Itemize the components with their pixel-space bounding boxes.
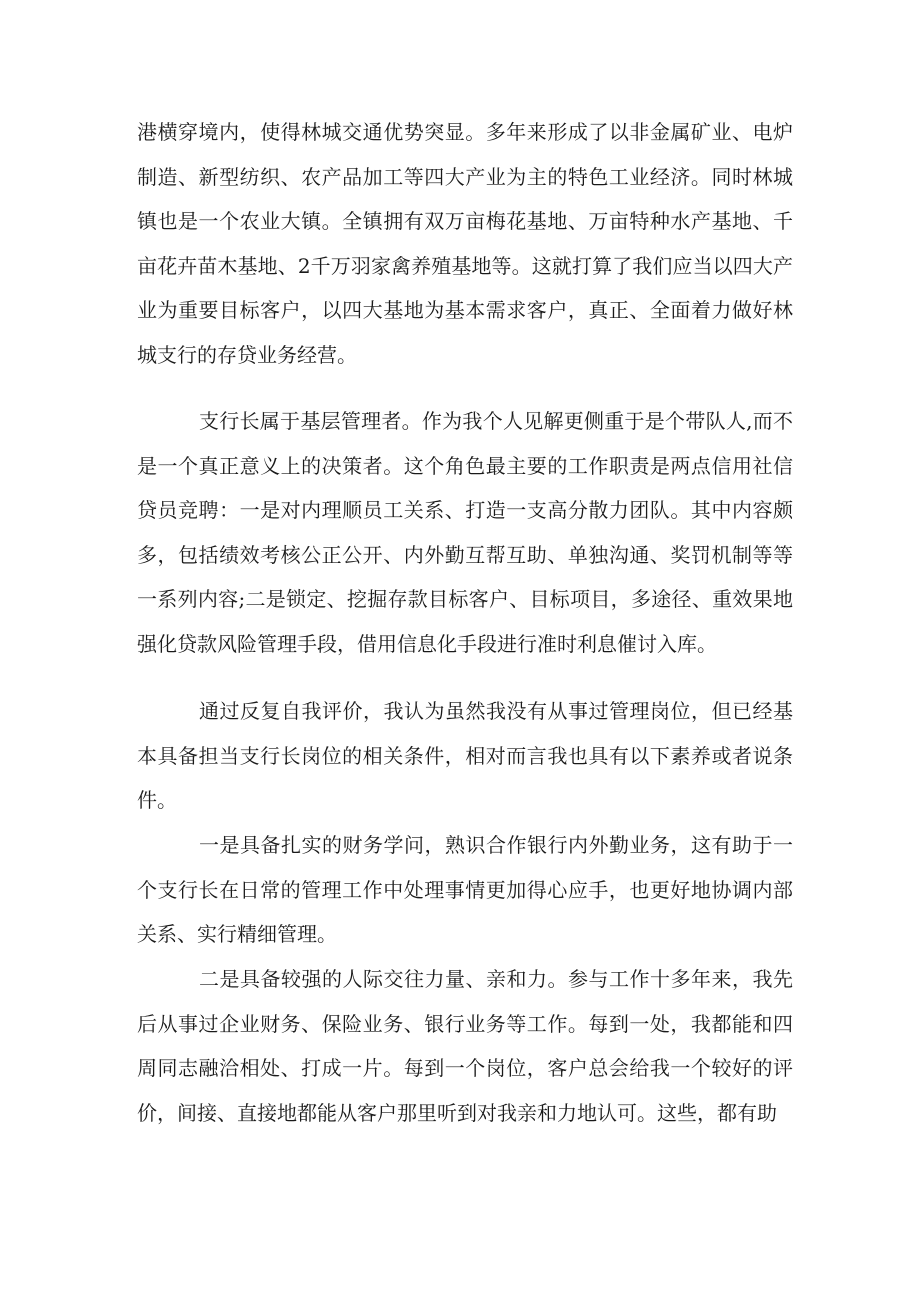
paragraph-text: 港横穿境内，使得林城交通优势突显。多年来形成了以非金属矿业、电炉制造、新型纺织、农产品加工等四大产业为主的特色工业经济。同时林城镇也是一个农业大镇。全镇拥有双万亩梅花基地、万亩特种水产基地、千亩花卉苗木基地、2千万羽家禽养殖基地等。这就打算了我们应当以四大产业为重要目标客户，以四大基地为基本需求客户，真正、全面着力做好林城支行的存贷业务经营。 <box>137 120 793 367</box>
paragraph-text: 二是具备较强的人际交往力量、亲和力。参与工作十多年来，我先后从事过企业财务、保险业务、银行业务等工作。每到一处，我都能和四周同志融洽相处、打成一片。每到一个岗位，客户总会给我一个较好的评价，间接、直接地都能从客户那里听到对我亲和力地认可。这些，都有助 <box>137 967 793 1125</box>
paragraph-point-two <box>137 957 793 1135</box>
paragraph-point-one <box>137 823 793 957</box>
paragraph-branch-manager-role <box>137 399 793 666</box>
paragraph-continuation <box>137 110 793 377</box>
paragraph-text: 一是具备扎实的财务学问，熟识合作银行内外勤业务，这有助于一个支行长在日常的管理工作中处理事情更加得心应手，也更好地协调内部关系、实行精细管理。 <box>137 833 793 946</box>
paragraph-text: 支行长属于基层管理者。作为我个人见解更侧重于是个带队人,而不是一个真正意义上的决策者。这个角色最主要的工作职责是两点信用社信贷员竞聘：一是对内理顺员工关系、打造一支高分散力团队。其中内容颇多，包括绩效考核公正公开、内外勤互帮互助、单独沟通、奖罚机制等等一系列内容;二是锁定、挖掘存款目标客户、目标项目，多途径、重效果地强化贷款风险管理手段，借用信息化手段进行准时利息催讨入库。 <box>137 409 793 656</box>
paragraph-self-evaluation <box>137 689 793 823</box>
paragraph-text: 通过反复自我评价，我认为虽然我没有从事过管理岗位，但已经基本具备担当支行长岗位的相关条件，相对而言我也具有以下素养或者说条件。 <box>137 699 793 812</box>
